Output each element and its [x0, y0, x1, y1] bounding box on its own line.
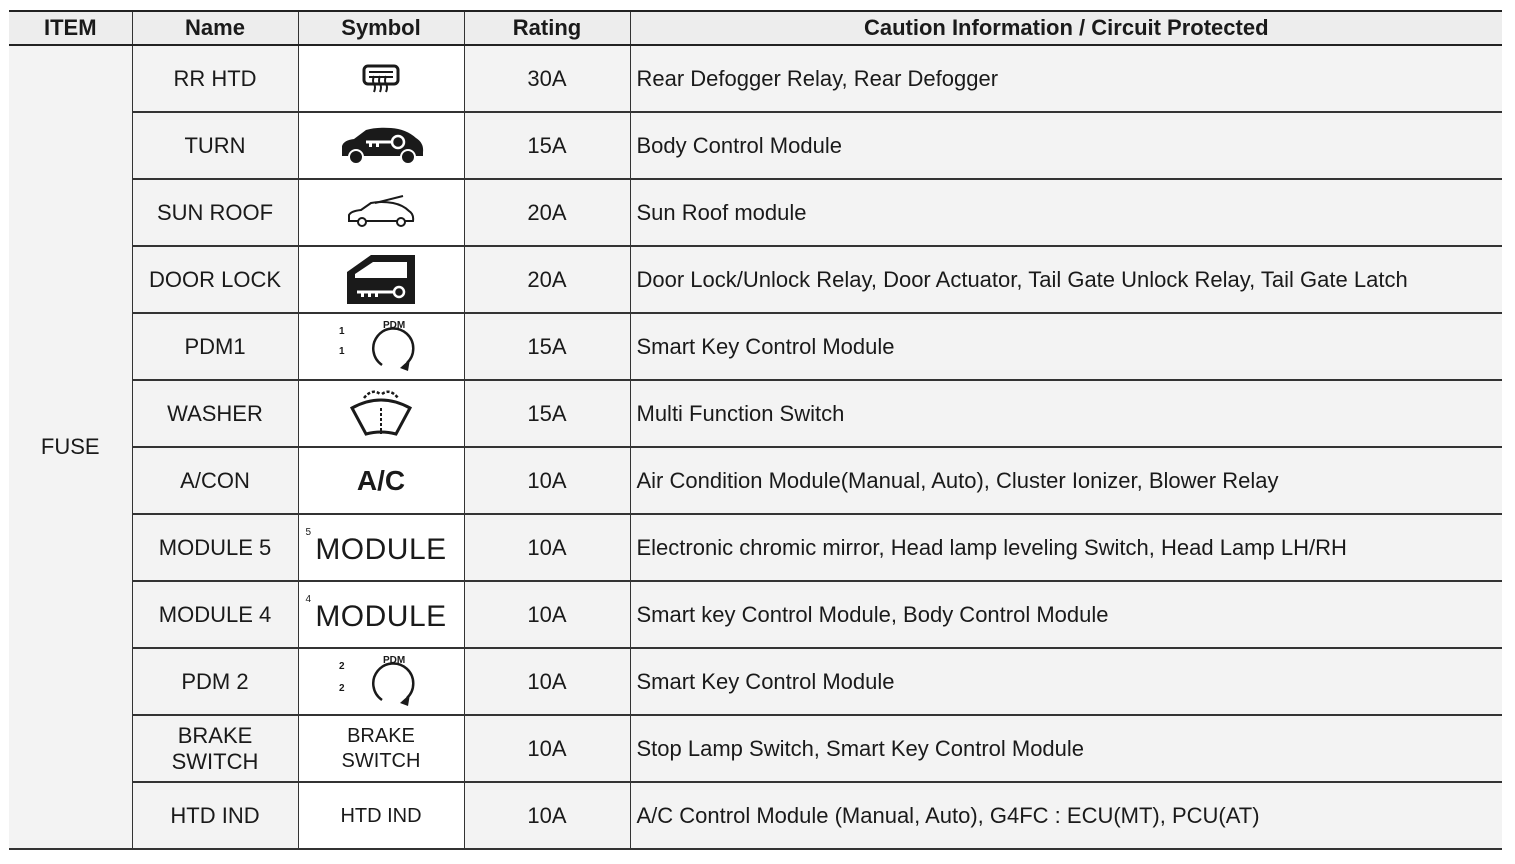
header-item: ITEM [9, 11, 132, 45]
pdm-label: PDM [383, 319, 406, 331]
fuse-info: Sun Roof module [630, 179, 1502, 246]
fuse-name: HTD IND [132, 782, 298, 849]
fuse-symbol [298, 45, 464, 112]
fuse-symbol [298, 380, 464, 447]
symbol-text-line: BRAKE [347, 724, 415, 747]
fuse-symbol [298, 112, 464, 179]
pdm-number: 2 [339, 660, 345, 672]
fuse-info: Smart Key Control Module [630, 648, 1502, 715]
sunroof-car-icon [345, 195, 417, 231]
header-name: Name [132, 11, 298, 45]
fuse-symbol [298, 648, 464, 715]
fuse-info: Body Control Module [630, 112, 1502, 179]
fuse-symbol [298, 246, 464, 313]
fuse-symbol [298, 447, 464, 514]
fuse-rating: 15A [464, 313, 630, 380]
fuse-rating: 30A [464, 45, 630, 112]
fuse-info: A/C Control Module (Manual, Auto), G4FC : ECU(MT), PCU(AT) [630, 782, 1502, 849]
fuse-symbol [298, 313, 464, 380]
fuse-rating: 15A [464, 112, 630, 179]
table-row [9, 447, 1502, 514]
module-superscript: 5 [305, 527, 312, 538]
item-cell-fuse: FUSE [9, 45, 132, 849]
fuse-rating: 10A [464, 581, 630, 648]
fuse-symbol [298, 514, 464, 581]
fuse-symbol [298, 581, 464, 648]
fuse-info: Smart Key Control Module [630, 313, 1502, 380]
table-row [9, 648, 1502, 715]
table-row [9, 45, 1502, 112]
module-symbol-text: MODULE [315, 532, 447, 566]
fuse-info: Stop Lamp Switch, Smart Key Control Module [630, 715, 1502, 782]
pdm-icon [336, 654, 426, 710]
fuse-rating: 10A [464, 447, 630, 514]
fuse-rating: 10A [464, 648, 630, 715]
fuse-name: DOOR LOCK [132, 246, 298, 313]
fuse-info: Door Lock/Unlock Relay, Door Actuator, Tail Gate Unlock Relay, Tail Gate Latch [630, 246, 1502, 313]
module-symbol-text: MODULE [315, 599, 447, 633]
fuse-symbol [298, 782, 464, 849]
fuse-table [9, 10, 1502, 850]
pdm-number: 1 [339, 345, 345, 357]
fuse-info: Air Condition Module(Manual, Auto), Cluster Ionizer, Blower Relay [630, 447, 1502, 514]
fuse-rating: 20A [464, 246, 630, 313]
fuse-name-line: SWITCH [171, 748, 259, 774]
washer-icon [348, 386, 414, 442]
fuse-rating: 10A [464, 782, 630, 849]
table-row [9, 112, 1502, 179]
table-row [9, 179, 1502, 246]
fuse-name: SUN ROOF [132, 179, 298, 246]
table-row [9, 514, 1502, 581]
fuse-rating: 15A [464, 380, 630, 447]
fuse-name: WASHER [132, 380, 298, 447]
table-row [9, 246, 1502, 313]
header-row [9, 11, 1502, 45]
fuse-symbol [298, 179, 464, 246]
fuse-info: Multi Function Switch [630, 380, 1502, 447]
fuse-info: Rear Defogger Relay, Rear Defogger [630, 45, 1502, 112]
fuse-name-line: BRAKE [177, 722, 253, 748]
rear-defogger-icon [361, 63, 401, 95]
header-info: Caution Information / Circuit Protected [630, 11, 1502, 45]
fuse-name: PDM 2 [132, 648, 298, 715]
fuse-rating: 20A [464, 179, 630, 246]
fuse-name: PDM1 [132, 313, 298, 380]
fuse-info: Electronic chromic mirror, Head lamp leveling Switch, Head Lamp LH/RH [630, 514, 1502, 581]
fuse-name: A/CON [132, 447, 298, 514]
pdm-icon [336, 319, 426, 375]
header-rating: Rating [464, 11, 630, 45]
fuse-rating: 10A [464, 514, 630, 581]
fuse-rating: 10A [464, 715, 630, 782]
table-row [9, 782, 1502, 849]
door-lock-icon [343, 252, 419, 308]
module-superscript: 4 [305, 594, 312, 605]
ac-symbol-text: A/C [356, 464, 406, 496]
fuse-name: TURN [132, 112, 298, 179]
table-row [9, 313, 1502, 380]
fuse-name: RR HTD [132, 45, 298, 112]
symbol-text: HTD IND [340, 805, 422, 827]
header-symbol: Symbol [298, 11, 464, 45]
table-row [9, 715, 1502, 782]
car-key-icon [336, 126, 426, 166]
fuse-name: MODULE 5 [132, 514, 298, 581]
pdm-number: 1 [339, 325, 345, 337]
fuse-name [132, 715, 298, 782]
fuse-info: Smart key Control Module, Body Control Module [630, 581, 1502, 648]
symbol-text-line: SWITCH [341, 749, 421, 772]
pdm-label: PDM [383, 654, 406, 666]
table-row [9, 581, 1502, 648]
table-row [9, 380, 1502, 447]
pdm-number: 2 [339, 682, 345, 694]
fuse-name: MODULE 4 [132, 581, 298, 648]
fuse-symbol [298, 715, 464, 782]
